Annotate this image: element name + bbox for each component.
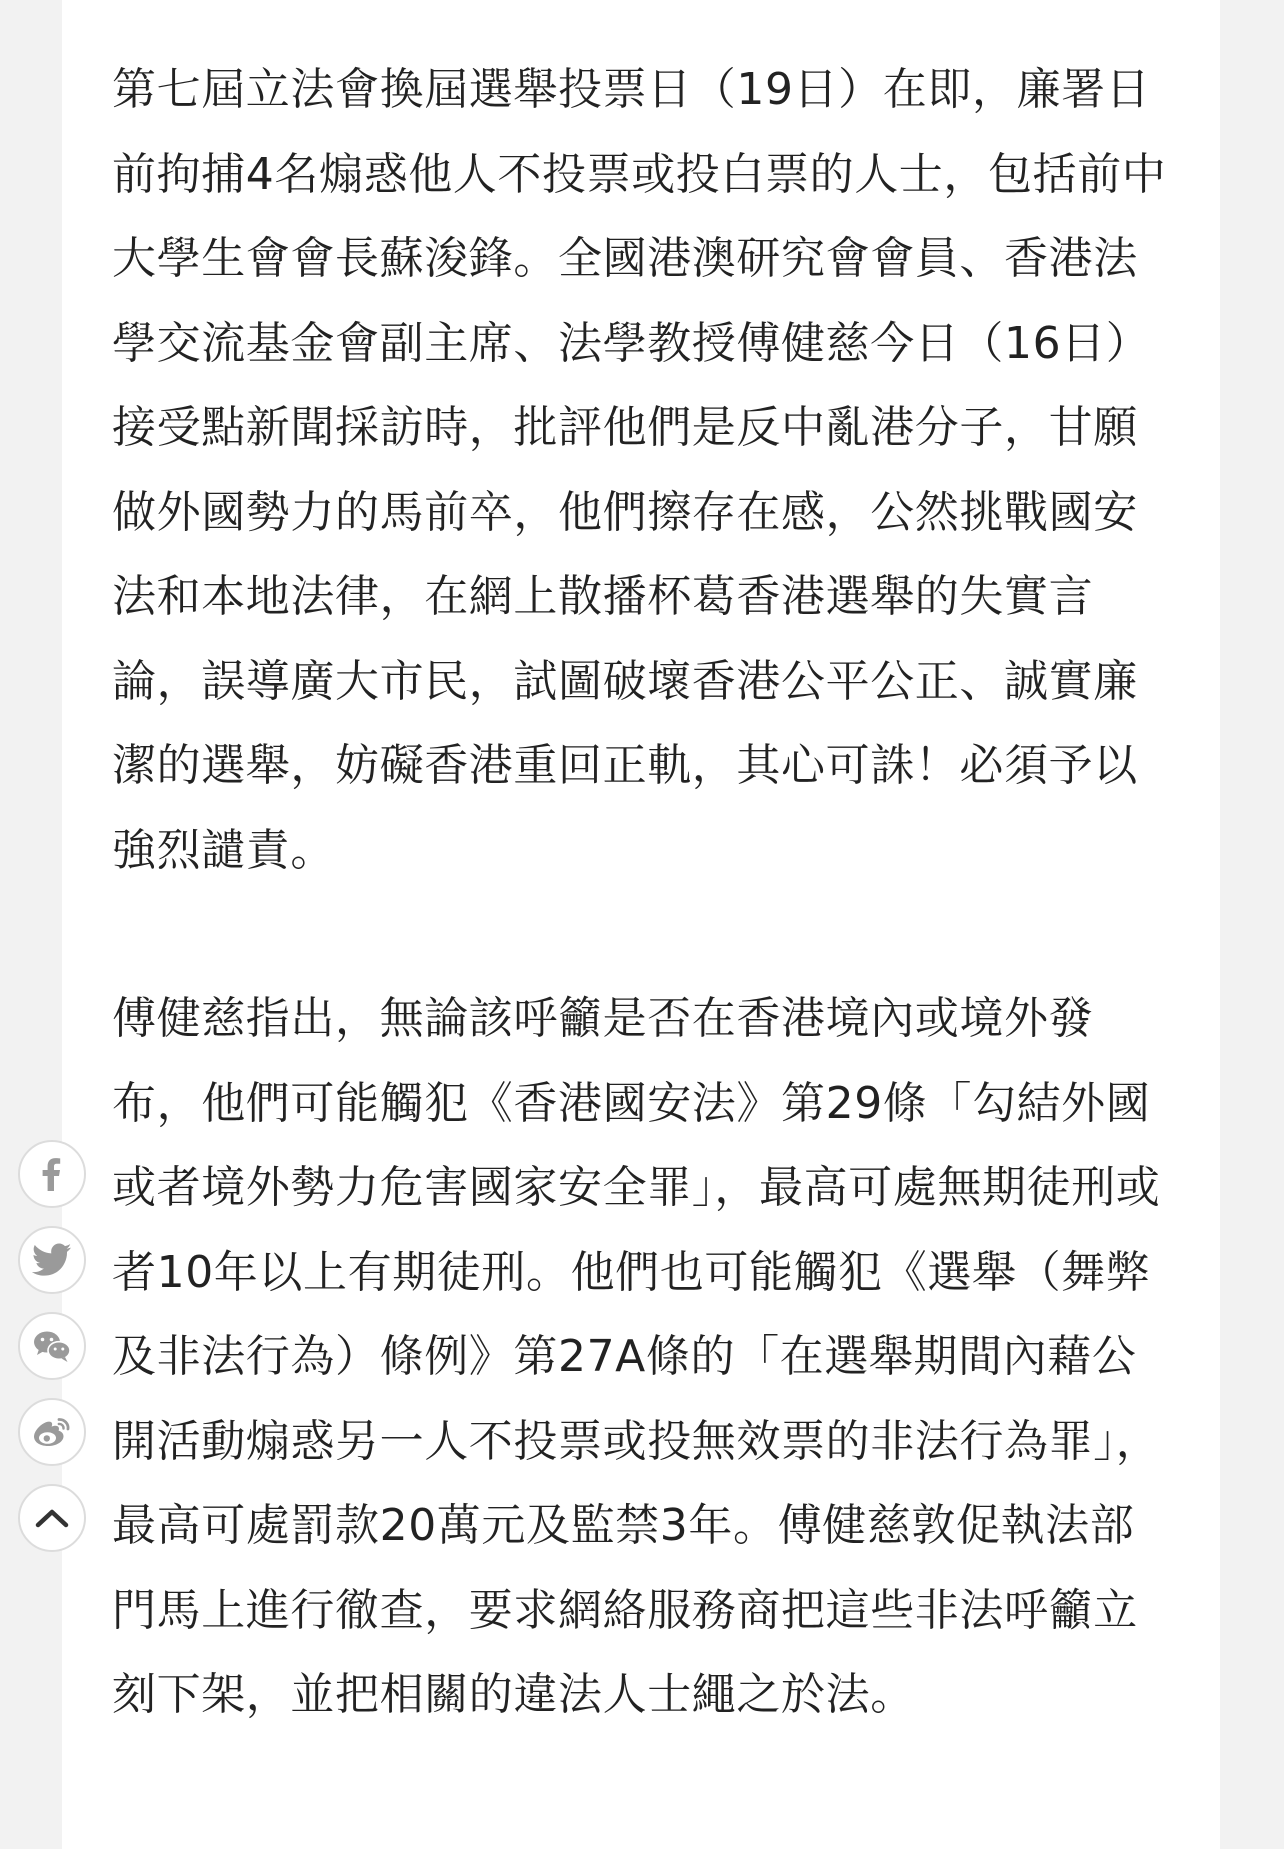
weibo-icon	[32, 1415, 72, 1449]
chevron-up-icon	[34, 1506, 70, 1530]
share-facebook-button[interactable]	[18, 1140, 86, 1208]
twitter-icon	[32, 1243, 72, 1277]
scroll-to-top-button[interactable]	[18, 1484, 86, 1552]
share-weibo-button[interactable]	[18, 1398, 86, 1466]
article-paragraph: 傅健慈指出，無論該呼籲是否在香港境內或境外發布，他們可能觸犯《香港國安法》第29條「勾結外國或者境外勢力危害國家安全罪」，最高可處無期徒刑或者10年以上有期徒刑。他們也可能觸犯《選舉（舞弊及非法行為）條例》第27A條的「在選舉期間內藉公開活動煽惑另一人不投票或投無效票的非法行為罪」，最高可處罰款20萬元及監禁3年。傅健慈敦促執法部門馬上進行徹查，要求網絡服務商把這些非法呼籲立刻下架，並把相關的違法人士繩之於法。	[112, 993, 1161, 1720]
share-wechat-button[interactable]	[18, 1312, 86, 1380]
wechat-icon	[32, 1329, 72, 1363]
facebook-icon	[35, 1155, 69, 1193]
article-body	[112, 48, 1177, 1738]
article-paragraph: 第七屆立法會換屆選舉投票日（19日）在即，廉署日前拘捕4名煽惑他人不投票或投白票的人士，包括前中大學生會會長蘇浚鋒。全國港澳研究會會員、香港法學交流基金會副主席、法學教授傅健慈今日（16日）接受點新聞採訪時，批評他們是反中亂港分子，甘願做外國勢力的馬前卒，他們擦存在感，公然挑戰國安法和本地法律，在網上散播杯葛香港選舉的失實言論，誤導廣大市民，試圖破壞香港公平公正、誠實廉潔的選舉，妨礙香港重回正軌，其心可誅！必須予以強烈譴責。	[112, 64, 1167, 876]
share-twitter-button[interactable]	[18, 1226, 86, 1294]
